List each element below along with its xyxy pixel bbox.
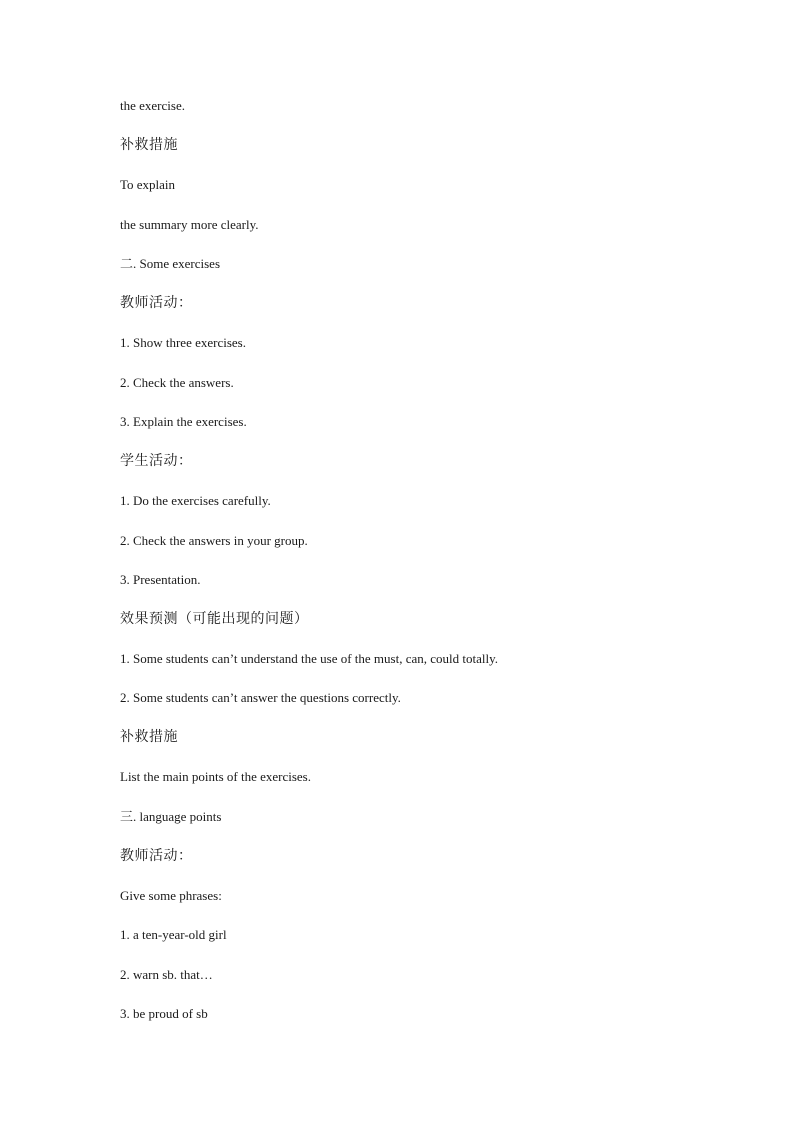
list-item: 3. Explain the exercises. (120, 414, 247, 429)
list-item: 1. Show three exercises. (120, 335, 246, 350)
list-item: 1. Do the exercises carefully. (120, 493, 271, 508)
text-line: To explain (120, 177, 176, 192)
text-line: the summary more clearly. (120, 217, 259, 232)
text-line: List the main points of the exercises. (120, 769, 311, 784)
section-heading: 补救措施 (120, 137, 178, 153)
text-line: the exercise. (120, 98, 185, 113)
section-heading: 学生活动： (120, 453, 193, 469)
list-item: 1. a ten-year-old girl (120, 927, 227, 942)
text-line: Give some phrases: (120, 888, 222, 903)
list-item: 3. Presentation. (120, 572, 201, 587)
section-heading: 三. language points (120, 809, 222, 824)
list-item: 2. Check the answers in your group. (120, 533, 308, 548)
section-heading: 教师活动： (120, 848, 193, 864)
section-heading: 补救措施 (120, 729, 178, 745)
section-heading: 二. Some exercises (120, 256, 221, 271)
list-item: 2. Check the answers. (120, 375, 234, 390)
list-item: 3. be proud of sb (120, 1006, 208, 1021)
section-heading: 效果预测（可能出现的问题） (120, 611, 309, 627)
list-item: 2. Some students can’t answer the questions correctly. (120, 690, 401, 705)
list-item: 1. Some students can’t understand the use of the must, can, could totally. (120, 651, 499, 666)
section-heading: 教师活动： (120, 295, 193, 311)
list-item: 2. warn sb. that… (120, 967, 213, 982)
